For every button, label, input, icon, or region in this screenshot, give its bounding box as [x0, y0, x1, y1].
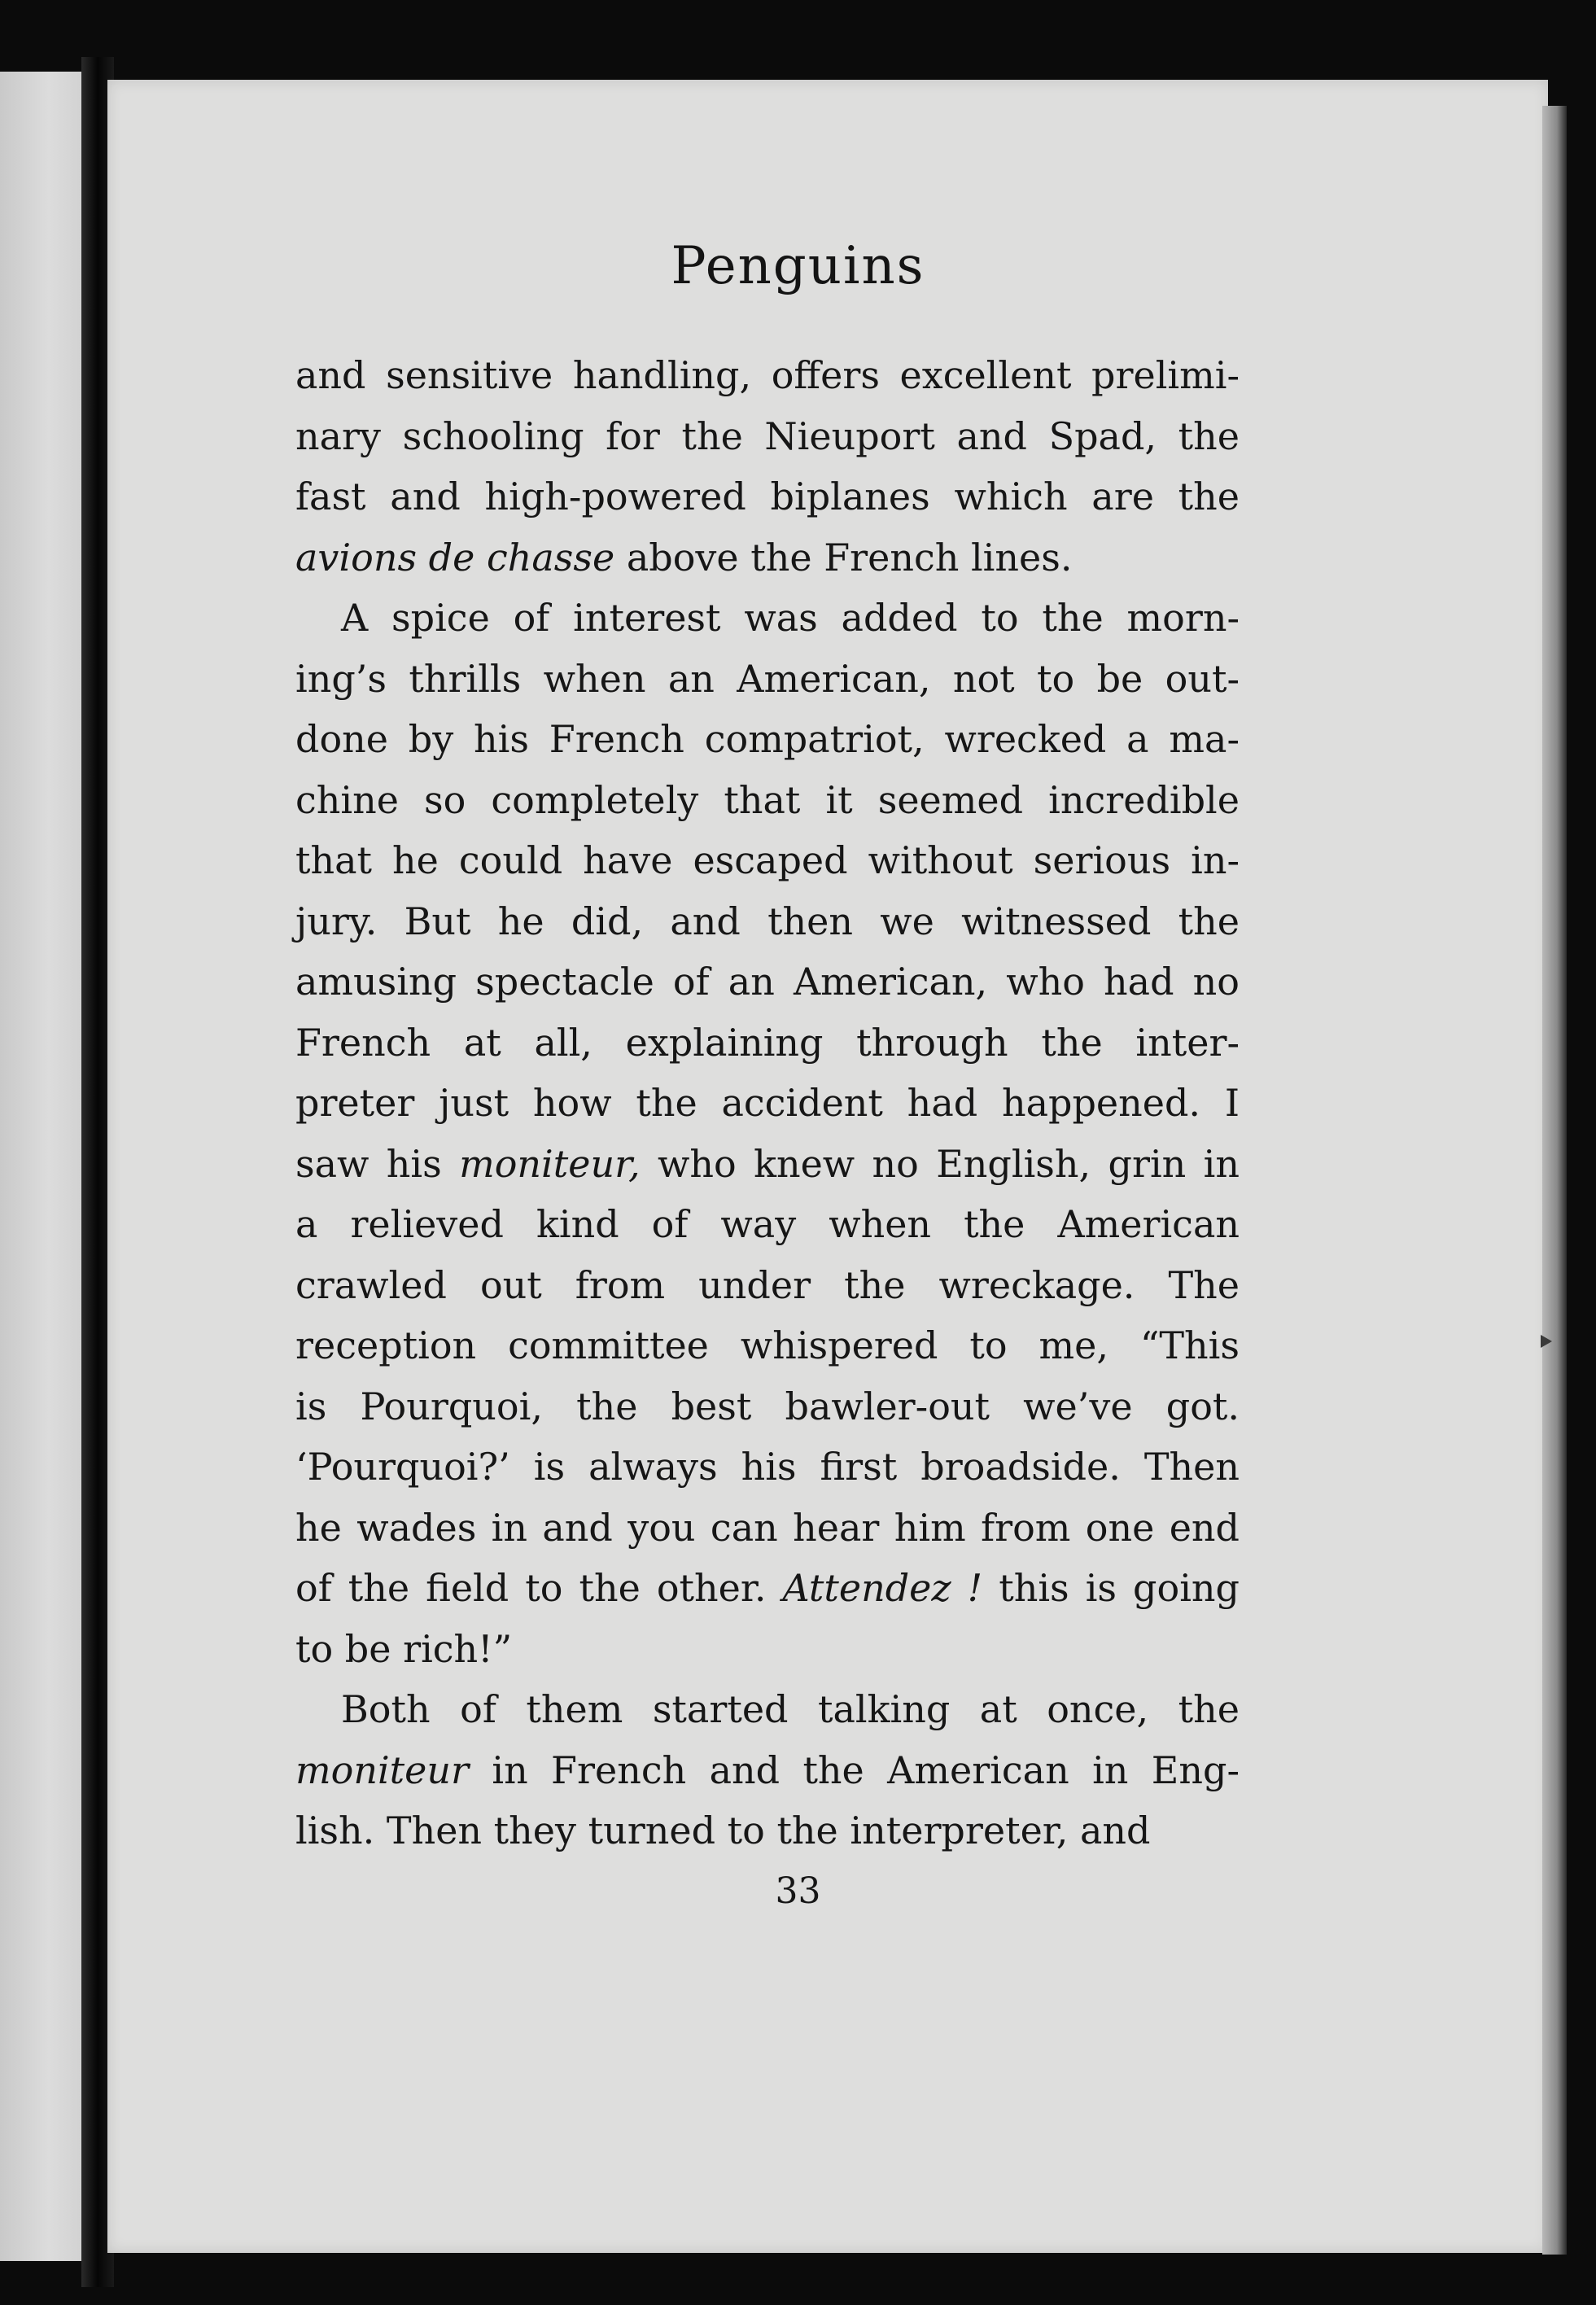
text-run: lish. Then they turned to the interpreter, and — [295, 1809, 1151, 1852]
text-line — [295, 406, 1240, 467]
text-line — [295, 951, 1240, 1013]
text-line — [295, 1558, 1240, 1619]
text-run: French at all, explaining through the inter- — [295, 1020, 1240, 1065]
text-line — [295, 1679, 1240, 1740]
text-run: chine so completely that it seemed incredible — [295, 777, 1240, 822]
italic-text: Attendez ! — [782, 1566, 983, 1610]
text-line — [295, 345, 1240, 406]
text-line — [295, 770, 1240, 831]
text-run: A spice of interest was added to the morn- — [341, 596, 1240, 640]
text-run: done by his French compatriot, wrecked a ma- — [295, 717, 1240, 761]
text-run: above the French lines. — [614, 535, 1073, 580]
text-line — [295, 830, 1240, 891]
text-run: reception committee whispered to me, “This — [295, 1323, 1240, 1367]
text-run: is Pourquoi, the best bawler-out we’ve got. — [295, 1384, 1240, 1428]
text-line — [295, 527, 1240, 588]
text-run: Both of them started talking at once, the — [341, 1687, 1240, 1731]
italic-text: avions de chasse — [295, 535, 615, 580]
paragraph — [295, 345, 1240, 588]
text-line — [295, 1255, 1240, 1316]
paragraph — [295, 588, 1240, 1679]
text-run: saw his — [295, 1141, 460, 1186]
italic-text: moniteur, — [459, 1141, 641, 1186]
text-run: he wades in and you can hear him from one end — [295, 1505, 1240, 1550]
text-run: this is going — [982, 1566, 1240, 1610]
text-run: crawled out from under the wreckage. The — [295, 1262, 1240, 1307]
text-line — [295, 1134, 1240, 1195]
page-edge-shadow — [1542, 106, 1567, 2255]
text-line — [295, 1194, 1240, 1255]
text-run: preter just how the accident had happened. I — [295, 1081, 1240, 1125]
text-run: fast and high-powered biplanes which are the — [295, 475, 1240, 518]
paragraph — [295, 1679, 1240, 1861]
text-line — [295, 709, 1240, 770]
body-text — [295, 345, 1240, 1861]
text-run: who knew no English, grin in — [640, 1141, 1240, 1186]
text-line — [295, 1740, 1240, 1801]
text-line — [295, 1013, 1240, 1074]
previous-page-edge — [0, 72, 81, 2261]
text-run: in French and the American in Eng- — [468, 1747, 1240, 1792]
text-line — [295, 1498, 1240, 1559]
text-run: amusing spectacle of an American, who had no — [295, 960, 1240, 1004]
text-run: that he could have escaped without serious in- — [295, 838, 1240, 882]
text-line — [295, 649, 1240, 710]
italic-text: moniteur — [295, 1747, 469, 1792]
text-line — [295, 1800, 1240, 1861]
text-run: to be rich!” — [295, 1626, 513, 1671]
text-run: a relieved kind of way when the American — [295, 1202, 1240, 1246]
text-run: ing’s thrills when an American, not to be out- — [295, 656, 1240, 701]
text-run: and sensitive handling, offers excellent prelimi- — [295, 353, 1240, 397]
text-line — [295, 1437, 1240, 1498]
text-run: of the field to the other. — [295, 1566, 783, 1610]
text-run: jury. But he did, and then we witnessed the — [295, 899, 1240, 943]
text-run: nary schooling for the Nieuport and Spad, the — [295, 413, 1240, 458]
text-line — [295, 1073, 1240, 1134]
text-line — [295, 1315, 1240, 1376]
text-run: ‘Pourquoi?’ is always his first broadside. Then — [295, 1445, 1240, 1489]
running-head: Penguins — [671, 236, 925, 296]
text-line — [295, 891, 1240, 952]
text-line — [295, 588, 1240, 649]
text-line — [295, 1376, 1240, 1437]
text-line — [295, 466, 1240, 527]
text-line — [295, 1619, 1240, 1680]
page-number: 33 — [775, 1870, 821, 1912]
